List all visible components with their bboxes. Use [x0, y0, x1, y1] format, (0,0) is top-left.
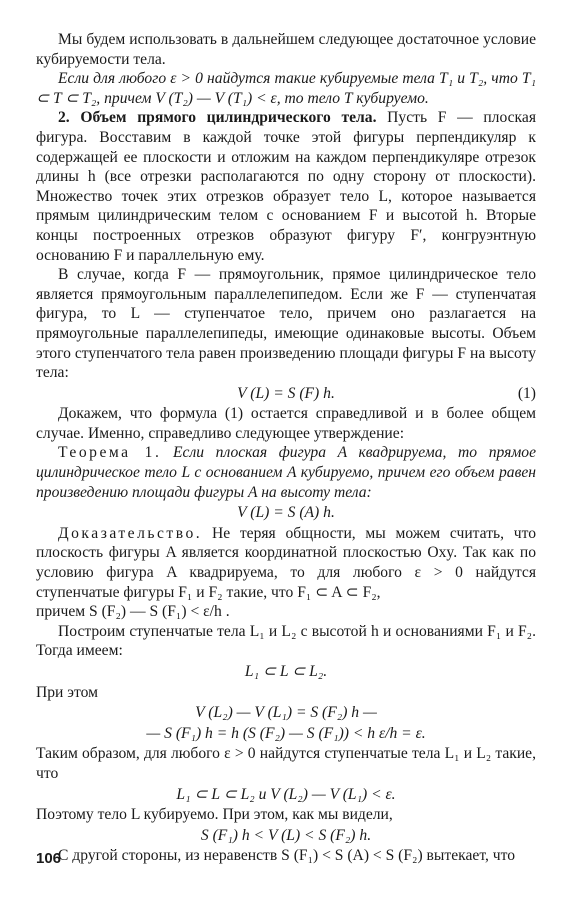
paragraph-condition: Если для любого ε > 0 найдутся такие кубируемые тела T₁ и T₂, что T₁ ⊂ T ⊂ T₂, причем V (T₂) — V (T₁) < ε, то тело T кубируемо. [36, 70, 536, 107]
paragraph-construct: Построим ступенчатые тела L₁ и L₂ с высотой h и основаниями F₁ и F₂. Тогда имеем: [36, 622, 536, 660]
paragraph-moreover: При этом [36, 683, 98, 701]
paragraph-generalization: Докажем, что формула (1) остается справедливой и в более общем случае. Именно, справедливо следующее утверждение: [36, 405, 536, 442]
theorem-label: Теорема 1. [58, 444, 162, 462]
equation-6-text: S (F₁) h < V (L) < S (F₂) h. [200, 826, 372, 844]
paragraph-thus: Таким образом, для любого ε > 0 найдутся ступенчатые тела L₁ и L₂ такие, что [36, 745, 536, 782]
paragraph-proof [36, 524, 536, 602]
equation-5-text: L₁ ⊂ L ⊂ L₂ и V (L₂) — V (L₁) < ε. [176, 785, 396, 803]
paragraph-other-side: С другой стороны, из неравенств S (F₁) < S (A) < S (F₂) вытекает, что [58, 847, 516, 865]
paragraph-section-2 [36, 108, 536, 265]
section-heading: 2. Объем прямого цилиндрического тела. [58, 109, 377, 127]
equation-4b [36, 724, 536, 744]
equation-1-text: V (L) = S (F) h. [237, 384, 335, 402]
equation-2 [36, 503, 536, 523]
page-number: 106 [36, 850, 62, 867]
equation-3-text: L₁ ⊂ L ⊂ L₂. [244, 663, 328, 680]
paragraph-theorem [36, 443, 536, 502]
paragraph-intro: Мы будем использовать в дальнейшем следующее достаточное условие кубируемости тела. [36, 31, 536, 68]
equation-1 [36, 384, 536, 404]
paragraph-therefore: Поэтому тело L кубируемо. При этом, как мы видели, [36, 806, 393, 824]
equation-4a-text: V (L₂) — V (L₁) = S (F₂) h — [195, 704, 377, 722]
theorem-text: Если плоская фигура A квадрируема, то прямое цилиндрическое тело L с основанием A кубируемо, причем его объем равен произведению площади фигуры A на высоту тела: [36, 444, 536, 501]
section-text: Пусть F — плоская фигура. Восставим в каждой точке этой фигуры перпендикуляр к содержащей ее плоскости и отложим на каждом перпендикуляре отрезок длины h (все отрезки располагаются по одну сторону от плоскости). Множество точек этих отрезков образует тело L, которое называется прямым цилиндрическим телом с основанием F и высотой h. Вторые концы построенных отрезков образуют фигуру F′, конгруэнтную основанию F и параллельную ему. [36, 109, 536, 264]
equation-1-number: (1) [517, 384, 536, 402]
paragraph-rectangle-case: В случае, когда F — прямоугольник, прямое цилиндрическое тело является прямоугольным параллелепипедом. Если же F — ступенчатая фигура, то L — ступенчатое тело, причем оно разлагается на прямоугольные параллелепипеды, имеющие одинаковые высоты. Объем этого ступенчатого тела равен произведению площади фигуры F на высоту тела: [36, 266, 536, 382]
equation-5 [36, 785, 536, 805]
equation-4a [36, 703, 536, 723]
proof-text: Не теряя общности, мы можем считать, что плоскость фигуры A является координатной плоскостью Oxy. Так как по условию фигура A квадрируема, то для любого ε > 0 найдутся ступенчатые фигуры F₁ и F₂ такие, что F₁ ⊂ A ⊂ F₂, [36, 524, 536, 601]
equation-3 [36, 662, 536, 682]
equation-6 [36, 826, 536, 846]
equation-2-text: V (L) = S (A) h. [237, 504, 335, 522]
proof-label: Доказательство. [58, 524, 203, 542]
paragraph-proof-condition: причем S (F₂) — S (F₁) < ε/h . [36, 603, 230, 621]
equation-4b-text: — S (F₁) h = h (S (F₂) — S (F₁)) < h ε/h = ε. [146, 724, 426, 742]
page-body [36, 30, 536, 866]
